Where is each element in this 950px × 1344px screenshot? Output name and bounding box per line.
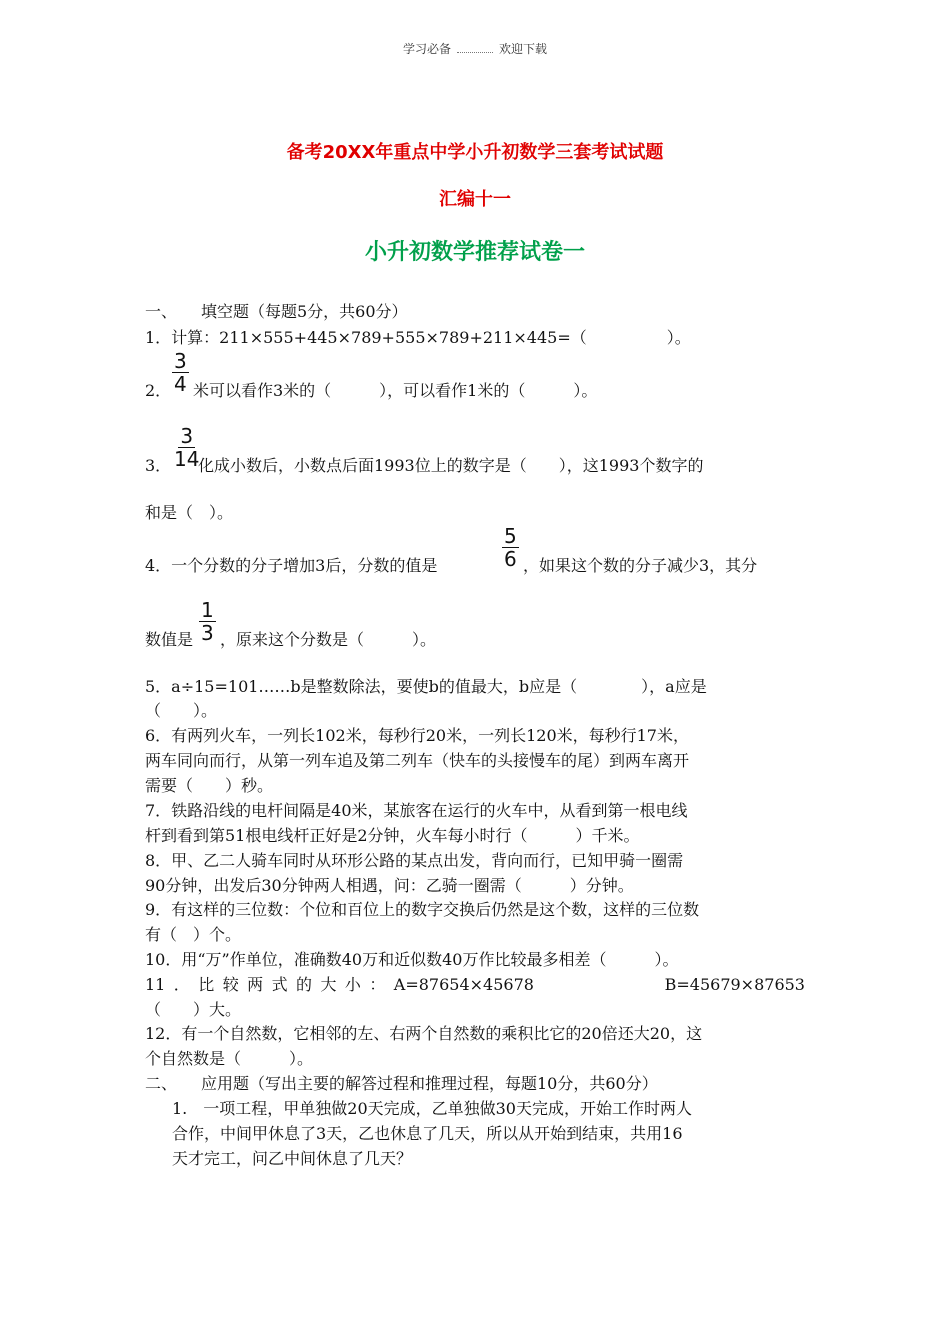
question-3-prefix: 3． bbox=[145, 456, 172, 475]
fraction-denominator: 3 bbox=[201, 621, 214, 645]
fraction-denominator: 14 bbox=[174, 447, 200, 471]
question-1: 1．计算：211×555+445×789+555×789+211×445=（ ）。 bbox=[145, 328, 691, 347]
question-2-prefix: 2． bbox=[145, 381, 172, 400]
section-1-heading: 一、 填空题（每题5分，共60分） bbox=[145, 302, 408, 321]
question-6-line-1: 6．有两列火车，一列长102米，每秒行20米，一列长120米，每秒行17米， bbox=[145, 726, 689, 745]
question-10: 10．用“万”作单位，准确数40万和近似数40万作比较最多相差（ ）。 bbox=[145, 950, 679, 969]
page-title-line-1: 备考20XX年重点中学小升初数学三套考试试题 bbox=[286, 142, 664, 163]
question-12-line-2: 个自然数是（ ）。 bbox=[145, 1049, 314, 1068]
header-dotted-separator bbox=[457, 52, 493, 53]
fraction-numerator: 3 bbox=[180, 424, 194, 448]
page-title-line-2: 汇编十一 bbox=[439, 189, 511, 210]
question-4-fraction-5-6 bbox=[502, 525, 519, 570]
question-6-line-2: 两车同向而行，从第一列车追及第二列车（快车的头接慢车的尾）到两车离开 bbox=[145, 751, 690, 770]
question-4-line-1-suffix: ，如果这个数的分子减少3，其分 bbox=[523, 556, 758, 575]
application-question-1-line-3: 天才完工，问乙中间休息了几天？ bbox=[172, 1149, 413, 1168]
question-8-line-2: 90分钟，出发后30分钟两人相遇，问：乙骑一圈需（ ）分钟。 bbox=[145, 876, 634, 895]
question-8-line-1: 8．甲、乙二人骑车同时从环形公路的某点出发，背向而行，已知甲骑一圈需 bbox=[145, 851, 684, 870]
question-2-fraction bbox=[172, 350, 189, 395]
question-3-text: 化成小数后，小数点后面1993位上的数字是（ ），这1993个数字的 bbox=[198, 456, 704, 475]
section-2-heading: 二、 应用题（写出主要的解答过程和推理过程，每题10分，共60分） bbox=[145, 1074, 658, 1093]
question-12-line-1: 12．有一个自然数，它相邻的左、右两个自然数的乘积比它的20倍还大20，这 bbox=[145, 1024, 703, 1043]
question-7-line-2: 杆到看到第51根电线杆正好是2分钟，火车每小时行（ ）千米。 bbox=[145, 826, 640, 845]
fraction-denominator: 6 bbox=[504, 547, 517, 571]
fraction-numerator: 3 bbox=[174, 349, 187, 373]
question-4-line-2-prefix: 数值是 bbox=[145, 630, 194, 649]
question-6-line-3: 需要（ ）秒。 bbox=[145, 776, 274, 795]
question-3-line-2: 和是（ ）。 bbox=[145, 503, 234, 522]
question-7-line-1: 7．铁路沿线的电杆间隔是40米，某旅客在运行的火车中，从看到第一根电线 bbox=[145, 801, 688, 820]
question-2-text: 米可以看作3米的（ ），可以看作1米的（ ）。 bbox=[193, 381, 598, 400]
page-subtitle: 小升初数学推荐试卷一 bbox=[364, 240, 585, 265]
fraction-numerator: 5 bbox=[504, 524, 517, 548]
question-4-line-1-prefix: 4．一个分数的分子增加3后，分数的值是 bbox=[145, 556, 438, 575]
fraction-denominator: 4 bbox=[174, 372, 187, 396]
header-left-text: 学习必备 bbox=[402, 42, 451, 56]
question-5-line-1: 5．a÷15=101……b是整数除法，要使b的值最大，b应是（ ），a应是 bbox=[145, 677, 707, 696]
question-11-line-1: 11．比较两式的大小：A=87654×45678 B=45679×87653 bbox=[145, 975, 805, 994]
question-4-fraction-1-3 bbox=[199, 599, 216, 644]
application-question-1-line-1: 1. 一项工程，甲单独做20天完成，乙单独做30天完成，开始工作时两人 bbox=[172, 1099, 692, 1118]
question-4-line-2-suffix: ，原来这个分数是（ ）。 bbox=[220, 630, 437, 649]
page-header bbox=[0, 40, 950, 57]
question-5-line-2: （ ）。 bbox=[145, 701, 218, 720]
application-question-1-line-2: 合作，中间甲休息了3天，乙也休息了几天，所以从开始到结束，共用16 bbox=[172, 1124, 683, 1143]
question-9-line-2: 有（ ）个。 bbox=[145, 925, 242, 944]
fraction-numerator: 1 bbox=[201, 598, 214, 622]
question-11-line-2: （ ）大。 bbox=[145, 1000, 242, 1019]
header-right-text: 欢迎下载 bbox=[499, 42, 548, 56]
question-9-line-1: 9．有这样的三位数：个位和百位上的数字交换后仍然是这个数，这样的三位数 bbox=[145, 900, 700, 919]
